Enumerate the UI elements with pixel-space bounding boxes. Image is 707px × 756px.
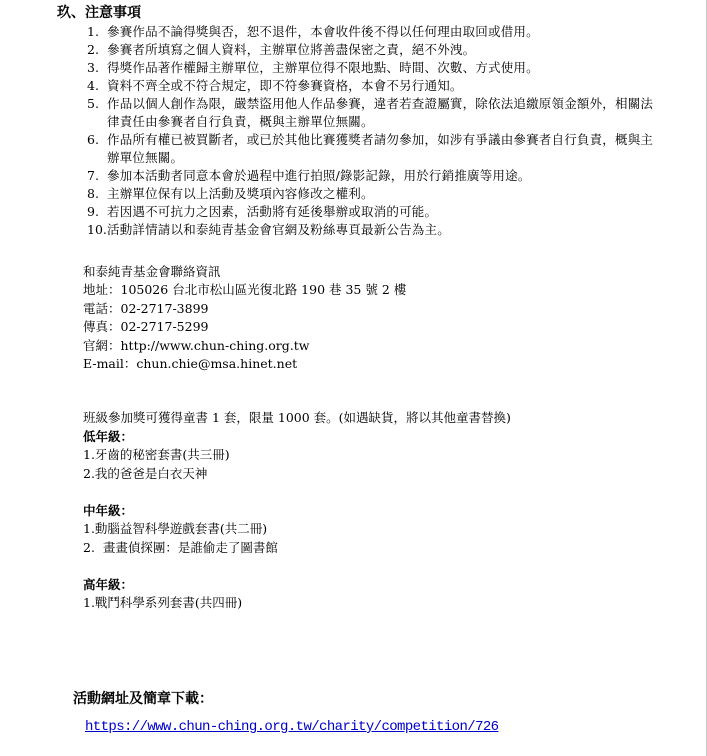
contact-fax: 傳真：02-2717-5299 [83,319,209,335]
rule-item [87,95,662,131]
section-title: 玖、注意事項 [57,5,141,21]
contact-phone: 電話：02-2717-3899 [83,300,209,316]
book-item: 2. 畫畫偵探團：是誰偷走了圖書館 [83,539,278,555]
contact-email: E-mail：chun.chie@msa.hinet.net [83,356,298,372]
prize-intro: 班級參加獎可獲得童書 1 套，限量 1000 套。(如遇缺貨，將以其他童書替換) [83,410,511,425]
prize-info [83,409,511,613]
grade-heading-lower: 低年級： [83,428,134,444]
rule-number: 4. [87,78,99,93]
competition-link[interactable]: https://www.chun-ching.org.tw/charity/competition/726 [85,719,499,735]
book-item: 1.動腦益智科學遊戲套書(共二冊) [83,521,268,536]
grade-heading-upper: 高年級： [83,576,134,592]
rule-text: 參賽者所填寫之個人資料，主辦單位將善盡保密之責，絕不外洩。 [107,42,476,57]
rule-text: 參賽作品不論得獎與否，恕不退件，本會收件後不得以任何理由取回或借用。 [107,24,539,39]
rule-number: 1. [87,24,99,39]
rule-item [87,167,662,185]
book-item: 2.我的爸爸是白衣天神 [83,465,208,481]
rule-text: 資料不齊全或不符合規定，即不符參賽資格，本會不另行通知。 [107,78,463,93]
book-item: 1.牙齒的秘密套書(共三冊) [83,447,230,462]
contact-website: 官網：http://www.chun-ching.org.tw [83,337,310,353]
rule-item [87,41,662,59]
grade-heading-middle: 中年級： [83,502,134,518]
rule-number: 6. [87,132,99,147]
rule-number: 3. [87,60,99,75]
rule-number: 2. [87,42,99,57]
rule-item [87,221,662,239]
rule-item [87,77,662,95]
rule-number: 9. [87,204,99,219]
rule-text: 參加本活動者同意本會於過程中進行拍照/錄影記錄，用於行銷推廣等用途。 [107,168,531,183]
rule-number: 8. [87,186,99,201]
rule-text: 作品所有權已被買斷者，或已於其他比賽獲獎者請勿參加，如涉有爭議由參賽者自行負責，概與主辦單位無關。 [107,132,654,165]
rule-item [87,131,662,167]
book-item: 1.戰鬥科學系列套書(共四冊) [83,595,243,610]
contact-heading: 和泰純青基金會聯絡資訊 [83,264,221,279]
rule-text: 作品以個人創作為限，嚴禁盜用他人作品參賽，違者若查證屬實，除依法追繳原領金額外，相關法律責任由參賽者自行負責，概與主辦單位無關。 [107,96,654,129]
rule-item [87,59,662,77]
contact-info [83,263,406,373]
rule-number: 5. [87,96,99,111]
contact-address: 地址：105026 台北市松山區光復北路 190 巷 35 號 2 樓 [83,282,407,298]
rule-text: 活動詳情請以和泰純青基金會官網及粉絲專頁最新公告為主。 [107,222,450,237]
rule-number: 7. [87,168,99,183]
rule-item [87,185,662,203]
rule-item [87,23,662,41]
rule-number: 10. [87,222,107,237]
rules-list [87,23,662,239]
rule-text: 主辦單位保有以上活動及獎項內容修改之權利。 [107,186,374,201]
rule-text: 得獎作品著作權歸主辦單位，主辦單位得不限地點、時間、次數、方式使用。 [107,60,539,75]
download-title: 活動網址及簡章下載： [73,691,213,707]
rule-item [87,203,662,221]
rule-text: 若因遇不可抗力之因素，活動將有延後舉辦或取消的可能。 [107,204,438,219]
